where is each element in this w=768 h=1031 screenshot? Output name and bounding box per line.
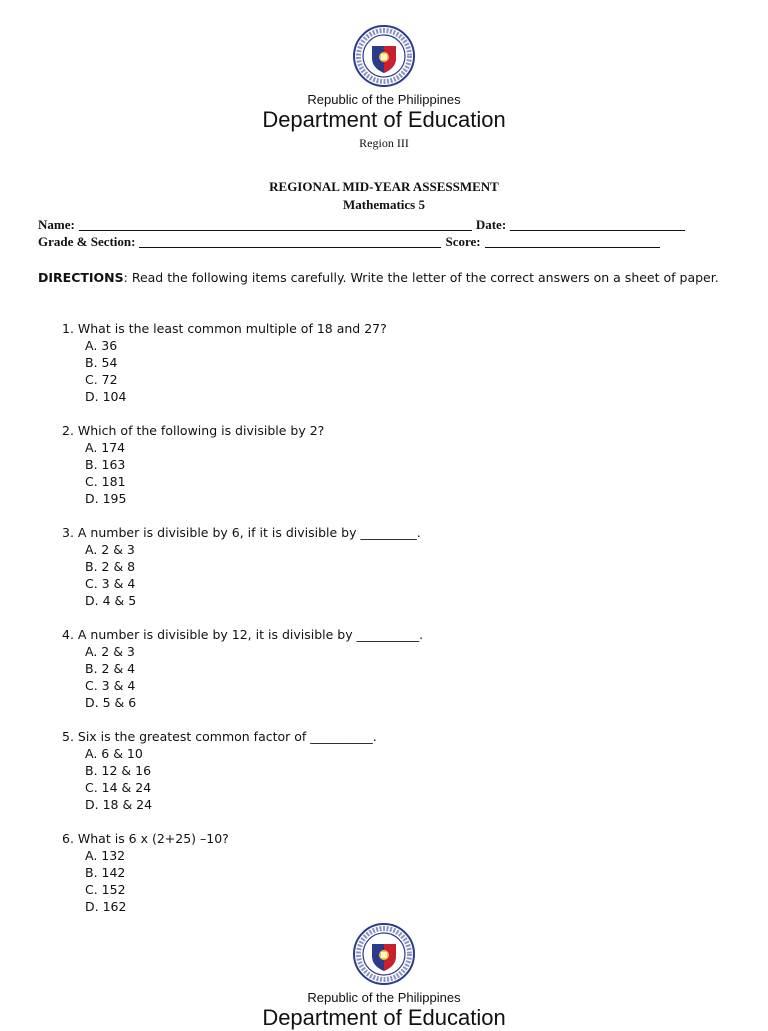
- choice-d: D. 5 & 6: [85, 695, 137, 710]
- department-title: Department of Education: [262, 1005, 506, 1030]
- date-field[interactable]: [510, 219, 685, 231]
- date-label: Date:: [475, 217, 507, 232]
- grade-section-field[interactable]: [139, 236, 441, 248]
- choice-list: [62, 541, 722, 609]
- question-list: [62, 320, 722, 932]
- name-label: Name:: [38, 217, 75, 232]
- question-text: 2. Which of the following is divisible by 2?: [62, 423, 325, 438]
- choice-b: B. 2 & 8: [85, 559, 136, 574]
- page-header: [0, 24, 768, 151]
- choice-a: A. 6 & 10: [85, 746, 143, 761]
- next-page-header: [0, 922, 768, 1031]
- score-label: Score:: [445, 234, 481, 249]
- choice-list: [62, 439, 722, 507]
- republic-text: Republic of the Philippines: [307, 92, 461, 107]
- choice-list: [62, 337, 722, 405]
- choice-d: D. 104: [85, 389, 127, 404]
- choice-a: A. 174: [85, 440, 126, 455]
- choice-b: B. 54: [85, 355, 118, 370]
- choice-d: D. 4 & 5: [85, 593, 137, 608]
- choice-list: [62, 847, 722, 915]
- choice-b: B. 2 & 4: [85, 661, 136, 676]
- choice-a: A. 2 & 3: [85, 542, 135, 557]
- choice-list: [62, 745, 722, 813]
- choice-b: B. 142: [85, 865, 126, 880]
- choice-b: B. 12 & 16: [85, 763, 152, 778]
- choice-c: C. 14 & 24: [85, 780, 152, 795]
- choice-d: D. 195: [85, 491, 127, 506]
- choice-c: C. 3 & 4: [85, 678, 136, 693]
- choice-c: C. 181: [85, 474, 126, 489]
- grade-section-label: Grade & Section:: [38, 234, 136, 249]
- directions-text: : Read the following items carefully. Write the letter of the correct answers on a sheet of paper.: [123, 270, 719, 285]
- choice-a: A. 132: [85, 848, 126, 863]
- question-text: 3. A number is divisible by 6, if it is divisible by _________.: [62, 525, 421, 540]
- choice-c: C. 152: [85, 882, 126, 897]
- department-title: Department of Education: [262, 107, 506, 132]
- question-item: [62, 626, 722, 711]
- question-text: 5. Six is the greatest common factor of __________.: [62, 729, 377, 744]
- question-item: [62, 320, 722, 405]
- question-item: [62, 524, 722, 609]
- deped-seal-logo: [352, 922, 416, 986]
- name-date-row: [38, 217, 730, 233]
- directions: [38, 269, 730, 286]
- question-text: 4. A number is divisible by 12, it is divisible by __________.: [62, 627, 424, 642]
- region-text: Region III: [359, 136, 409, 150]
- deped-seal-logo: [352, 24, 416, 88]
- subject-title: Mathematics 5: [343, 197, 425, 212]
- choice-c: C. 72: [85, 372, 118, 387]
- grade-score-row: [38, 234, 730, 250]
- question-item: [62, 422, 722, 507]
- assessment-titles: [0, 178, 768, 214]
- republic-text: Republic of the Philippines: [307, 990, 461, 1005]
- choice-d: D. 18 & 24: [85, 797, 153, 812]
- question-text: 6. What is 6 x (2+25) –10?: [62, 831, 229, 846]
- choice-d: D. 162: [85, 899, 127, 914]
- choice-a: A. 2 & 3: [85, 644, 135, 659]
- choice-b: B. 163: [85, 457, 126, 472]
- choice-list: [62, 643, 722, 711]
- score-field[interactable]: [485, 236, 660, 248]
- question-item: [62, 728, 722, 813]
- choice-a: A. 36: [85, 338, 118, 353]
- question-item: [62, 830, 722, 915]
- assessment-title: REGIONAL MID-YEAR ASSESSMENT: [269, 179, 499, 194]
- name-field[interactable]: [79, 219, 472, 231]
- directions-label: DIRECTIONS: [38, 270, 124, 285]
- choice-c: C. 3 & 4: [85, 576, 136, 591]
- question-text: 1. What is the least common multiple of 18 and 27?: [62, 321, 387, 336]
